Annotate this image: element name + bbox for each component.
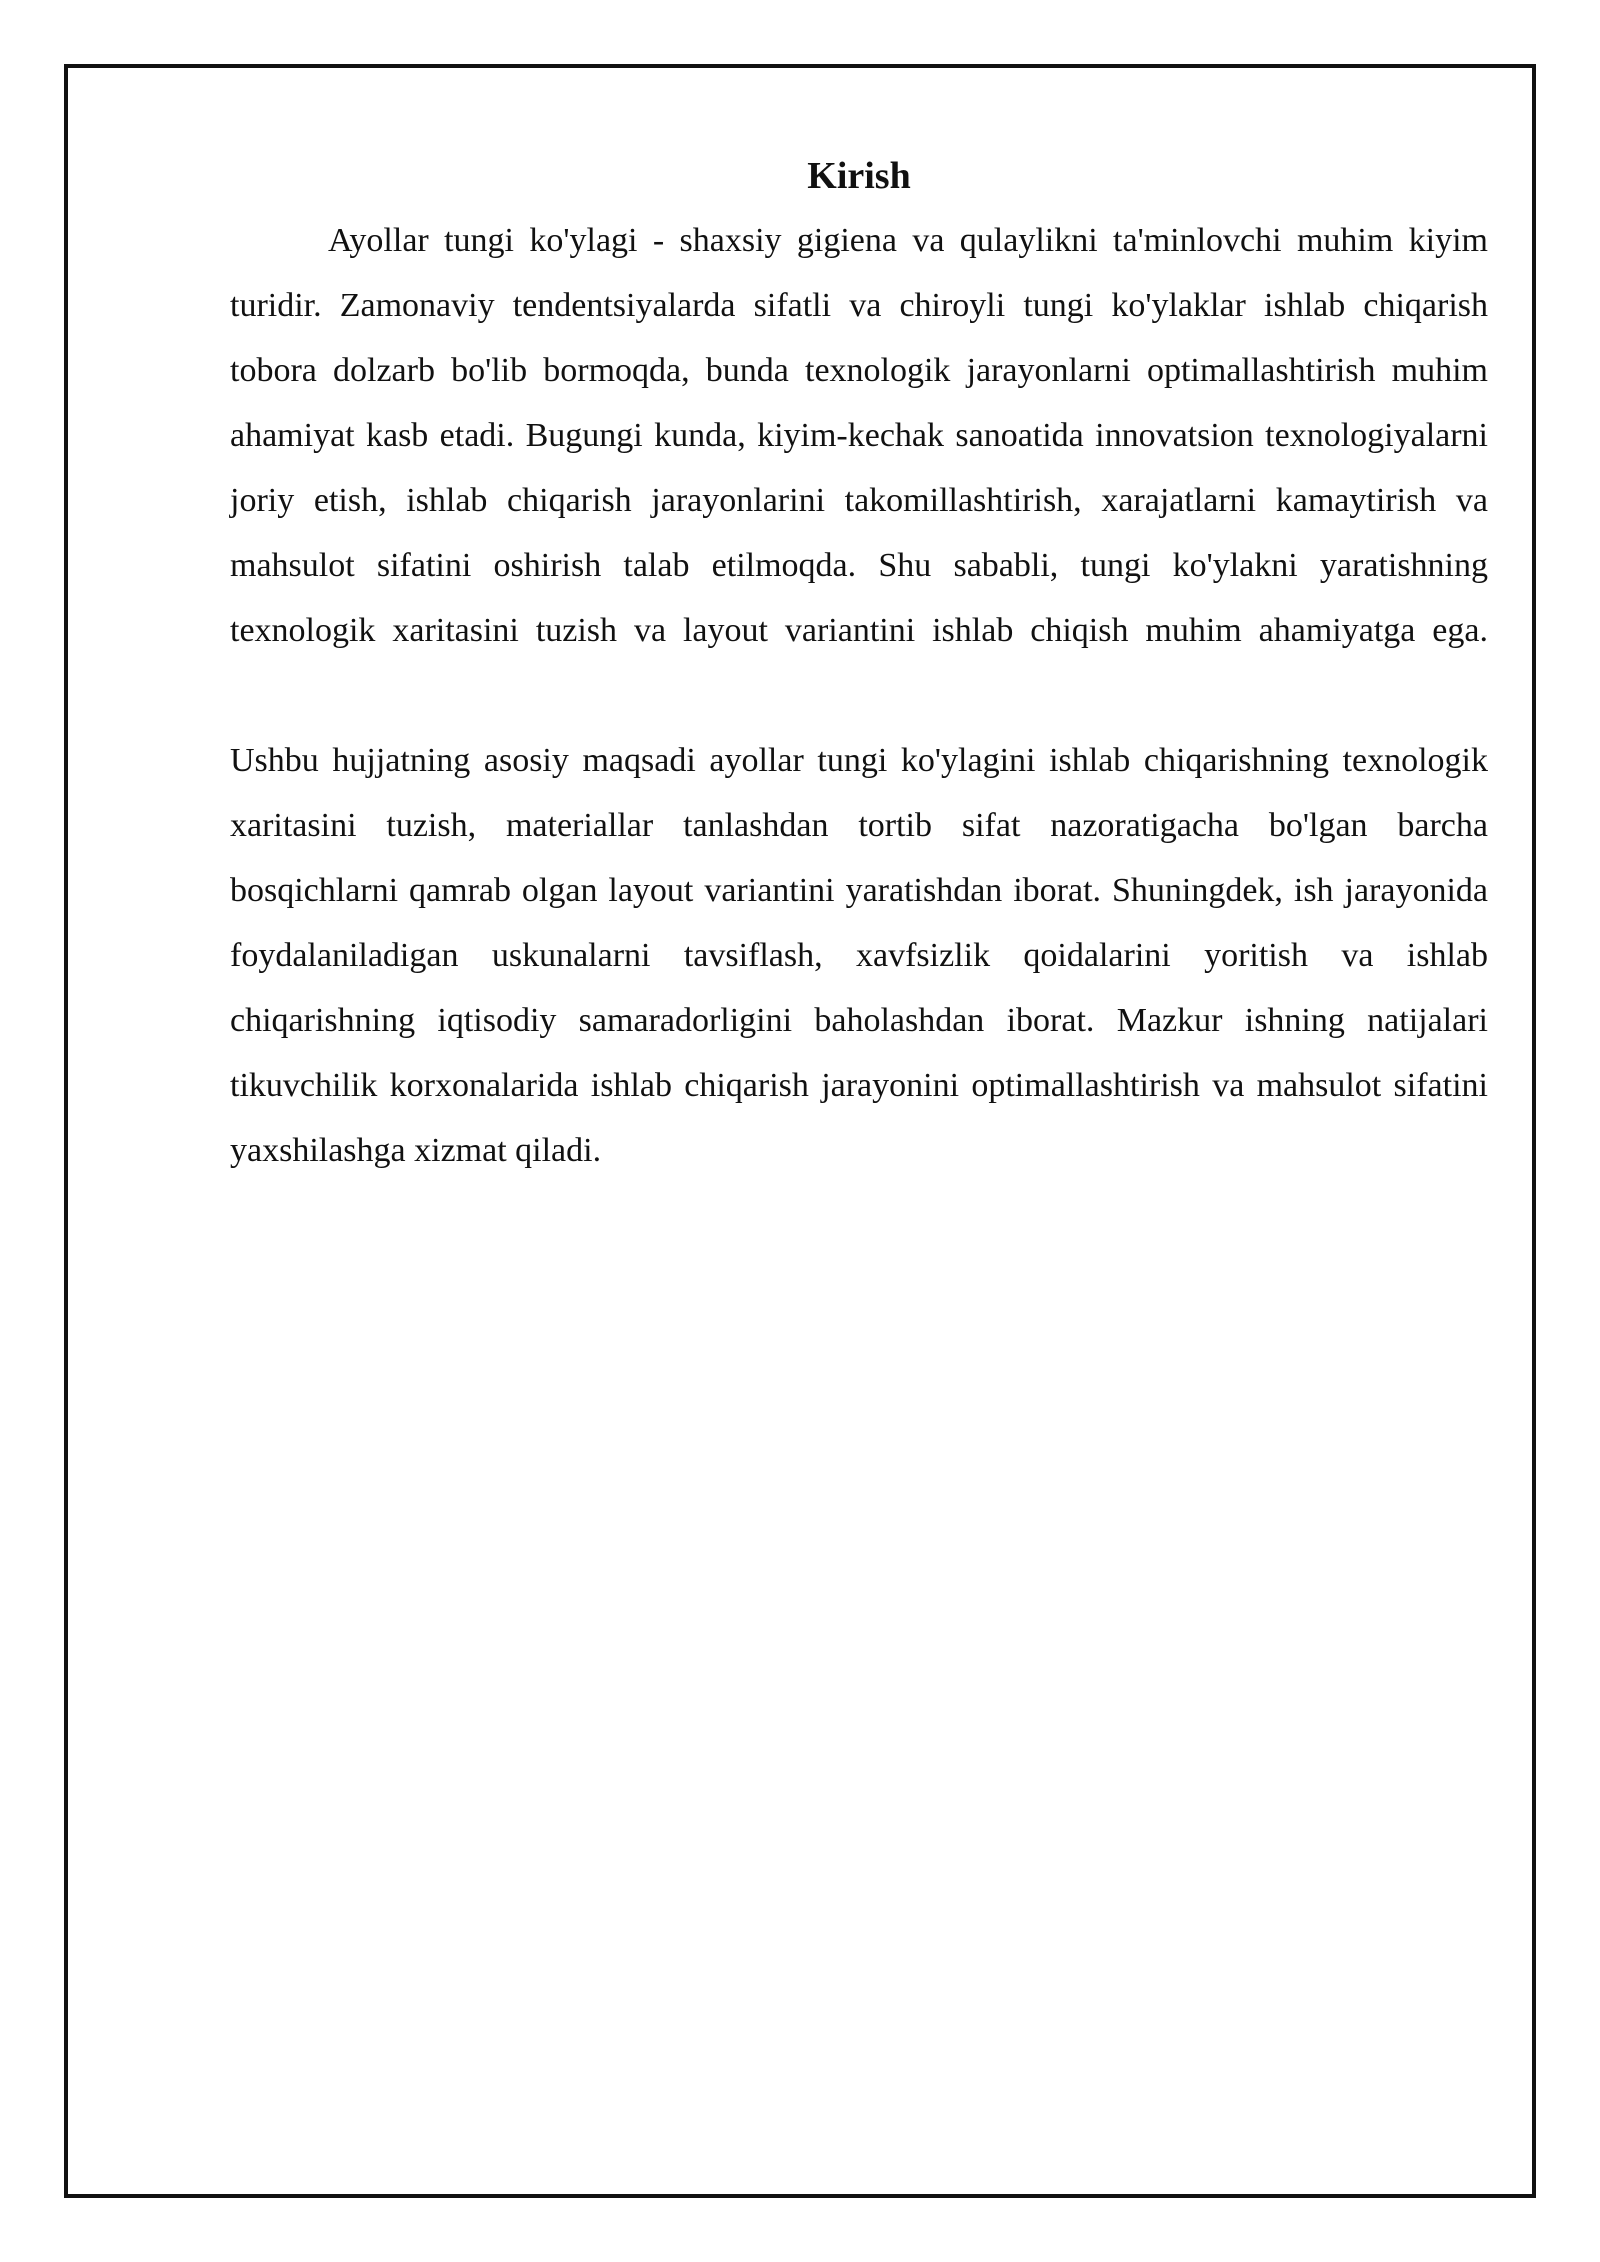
page-title: Kirish <box>807 155 911 197</box>
paragraph-spacer <box>230 663 1488 728</box>
document-body <box>230 150 1488 1183</box>
intro-paragraph: Ayollar tungi ko'ylagi - shaxsiy gigiena va qulaylikni ta'minlovchi muhim kiyim turidir. Zamonaviy tendentsiyalarda sifatli va chiroyli tungi ko'ylaklar ishlab chiqarish tobora dolzarb bo'lib bormoqda, bunda texnologik jarayonlarni optimallashtirish muhim ahamiyat kasb etadi. Bugungi kunda, kiyim-kechak sanoatida innovatsion texnologiyalarni joriy etish, ishlab chiqarish jarayonlarini takomillashtirish, xarajatlarni kamaytirish va mahsulot sifatini oshirish talab etilmoqda. Shu sababli, tungi ko'ylakni yaratishning texnologik xaritasini tuzish va layout variantini ishlab chiqish muhim ahamiyatga ega. <box>230 222 1488 649</box>
purpose-paragraph: Ushbu hujjatning asosiy maqsadi ayollar tungi ko'ylagini ishlab chiqarishning texnologik xaritasini tuzish, materiallar tanlashdan tortib sifat nazoratigacha bo'lgan barcha bosqichlarni qamrab olgan layout variantini yaratishdan iborat. Shuningdek, ish jarayonida foydalaniladigan uskunalarni tavsiflash, xavfsizlik qoidalarini yoritish va ishlab chiqarishning iqtisodiy samaradorligini baholashdan iborat. Mazkur ishning natijalari tikuvchilik korxonalarida ishlab chiqarish jarayonini optimallashtirish va mahsulot sifatini yaxshilashga xizmat qiladi. <box>230 742 1488 1169</box>
